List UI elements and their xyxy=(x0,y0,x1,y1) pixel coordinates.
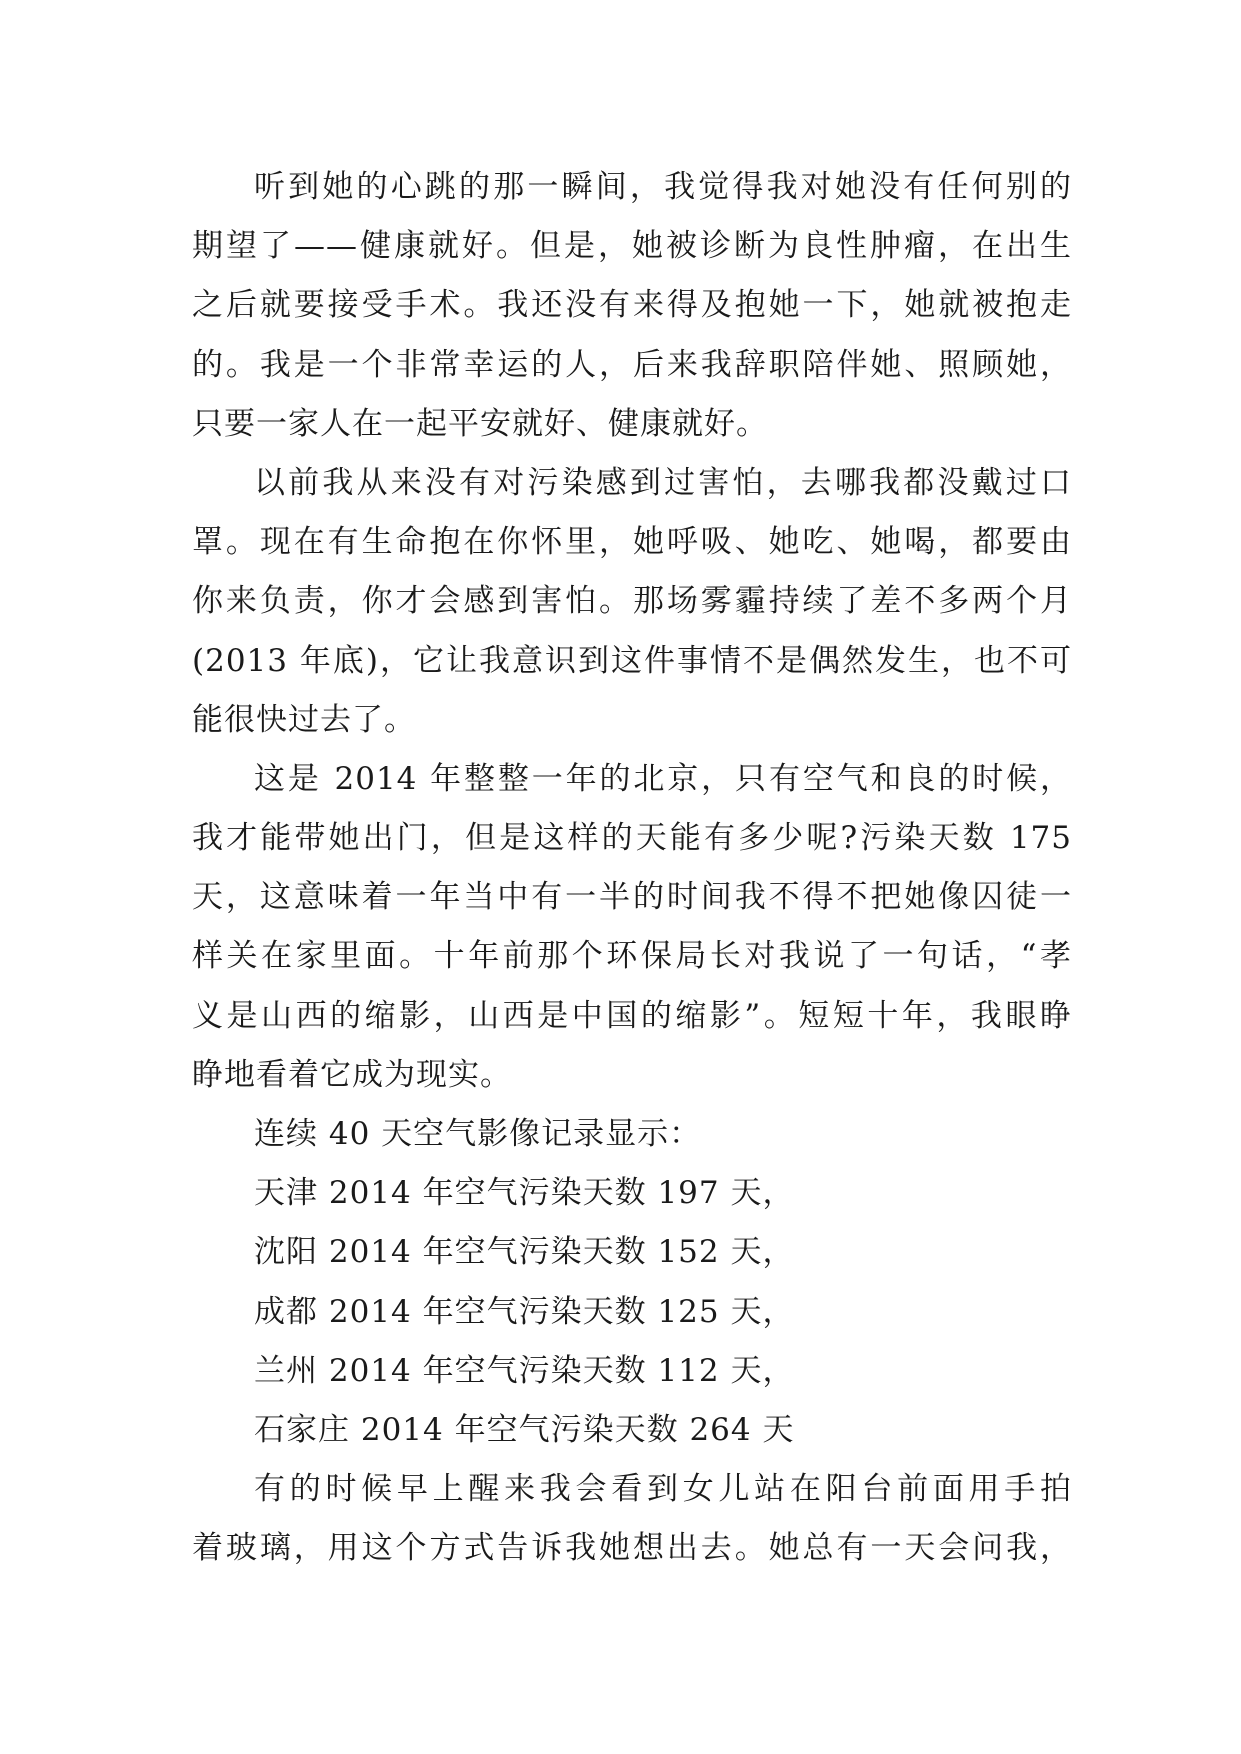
text-line: 这是 2014 年整整一年的北京，只有空气和良的时候， xyxy=(254,760,1072,797)
text-line: 有的时候早上醒来我会看到女儿站在阳台前面用手拍 xyxy=(254,1471,1072,1508)
text-line: 听到她的心跳的那一瞬间，我觉得我对她没有任何别的 xyxy=(254,169,1072,205)
text-line: 样关在家里面。十年前那个环保局长对我说了一句话，“孝 xyxy=(192,938,1072,975)
text-line: 期望了——健康就好。但是，她被诊断为良性肿瘤，在出生 xyxy=(192,228,1072,265)
text-line: 成都 2014 年空气污染天数 125 天， xyxy=(254,1293,795,1330)
text-line: 只要一家人在一起平安就好、健康就好。 xyxy=(192,405,768,442)
text-line: 石家庄 2014 年空气污染天数 264 天 xyxy=(254,1411,795,1448)
text-line: 天津 2014 年空气污染天数 197 天， xyxy=(254,1175,795,1212)
text-line: 你来负责，你才会感到害怕。那场雾霾持续了差不多两个月 xyxy=(192,583,1072,620)
document-body xyxy=(192,158,1072,1579)
text-line: 能很快过去了。 xyxy=(192,701,416,738)
text-line: 罩。现在有生命抱在你怀里，她呼吸、她吃、她喝，都要由 xyxy=(192,524,1072,561)
text-line: 的。我是一个非常幸运的人，后来我辞职陪伴她、照顾她， xyxy=(192,346,1072,383)
text-line: 以前我从来没有对污染感到过害怕，去哪我都没戴过口 xyxy=(254,464,1072,501)
text-line: 连续 40 天空气影像记录显示： xyxy=(254,1116,702,1152)
text-line: 睁地看着它成为现实。 xyxy=(192,1056,512,1093)
text-line: 天，这意味着一年当中有一半的时间我不得不把她像囚徒一 xyxy=(192,879,1072,916)
text-line: 我才能带她出门，但是这样的天能有多少呢?污染天数 175 xyxy=(192,820,1072,857)
text-line: 义是山西的缩影，山西是中国的缩影”。短短十年，我眼睁 xyxy=(192,997,1072,1034)
text-line: 沈阳 2014 年空气污染天数 152 天， xyxy=(254,1234,795,1271)
text-line: 之后就要接受手术。我还没有来得及抱她一下，她就被抱走 xyxy=(192,287,1072,324)
text-line: (2013 年底)，它让我意识到这件事情不是偶然发生，也不可 xyxy=(192,642,1072,679)
text-line: 兰州 2014 年空气污染天数 112 天， xyxy=(254,1352,795,1389)
text-line: 着玻璃，用这个方式告诉我她想出去。她总有一天会问我， xyxy=(192,1530,1072,1567)
